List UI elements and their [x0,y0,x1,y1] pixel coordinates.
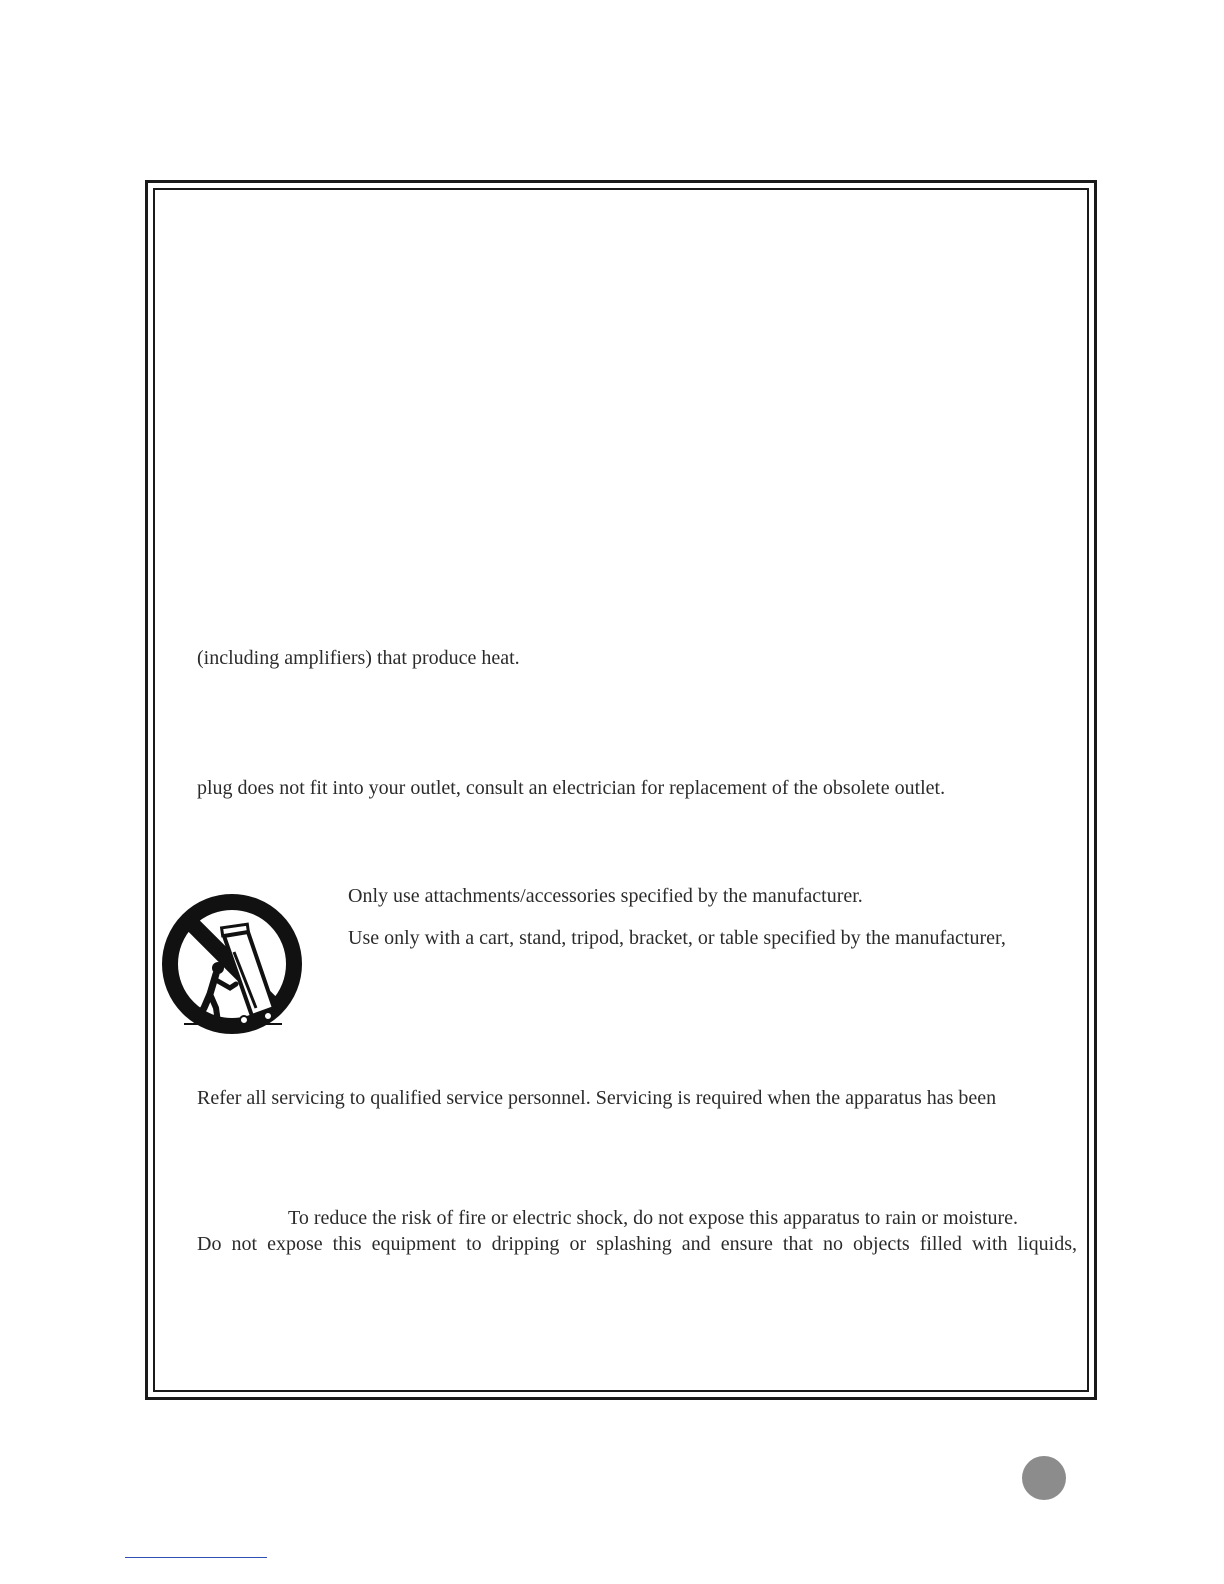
cart-stand-text: Use only with a cart, stand, tripod, bracket, or table specified by the manufacturer, [348,927,1006,949]
servicing-text: Refer all servicing to qualified service personnel. Servicing is required when the apparatus has been [197,1087,997,1109]
no-cart-tipping-icon [160,892,305,1037]
attachments-text: Only use attachments/accessories specified by the manufacturer. [348,885,863,907]
footer-rule [125,1557,267,1558]
dripping-text: Do not expose this equipment to dripping or splashing and ensure that no objects filled with liquids, [197,1233,1077,1255]
rain-moisture-text: To reduce the risk of fire or electric shock, do not expose this apparatus to rain or moisture. [288,1207,1019,1229]
plug-outlet-text: plug does not fit into your outlet, consult an electrician for replacement of the obsolete outlet. [197,777,946,799]
page-marker-circle [1022,1456,1066,1500]
heat-sources-text: (including amplifiers) that produce heat. [197,647,520,669]
